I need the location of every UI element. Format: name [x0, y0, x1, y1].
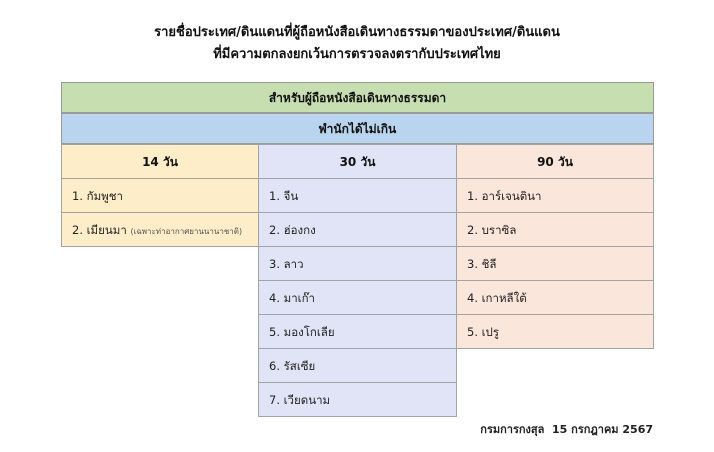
table-header-sub: พำนักได้ไม่เกิน [61, 113, 654, 144]
column-header-14-days: 14 วัน [61, 144, 259, 179]
list-item: 2. ฮ่องกง [258, 212, 457, 247]
list-item [61, 212, 259, 247]
table-header-main: สำหรับผู้ถือหนังสือเดินทางธรรมดา [61, 82, 654, 113]
column-30-days [258, 144, 457, 417]
list-item: 6. รัสเซีย [258, 348, 457, 383]
column-14-days [61, 144, 259, 247]
list-item: 4. มาเก๊า [258, 280, 457, 315]
page-title-line2: ที่มีความตกลงยกเว้นการตรวจลงตรากับประเทศไทย [213, 47, 501, 62]
list-item: 7. เวียดนาม [258, 382, 457, 417]
list-item [61, 178, 259, 213]
list-item: 2. บราซิล [456, 212, 654, 247]
list-item: 5. เปรู [456, 314, 654, 349]
list-item: 4. เกาหลีใต้ [456, 280, 654, 315]
footer-date: 15 กรกฎาคม 2567 [552, 423, 653, 436]
country-note: (เฉพาะท่าอากาศยานนานาชาติ) [130, 227, 243, 236]
list-item: 3. ลาว [258, 246, 457, 281]
column-90-days [456, 144, 654, 349]
footer-credit [480, 420, 653, 438]
country-name: 1. กัมพูชา [72, 189, 124, 203]
column-header-30-days: 30 วัน [258, 144, 457, 179]
list-item: 1. อาร์เจนตินา [456, 178, 654, 213]
list-item: 3. ชิลี [456, 246, 654, 281]
list-item: 5. มองโกเลีย [258, 314, 457, 349]
column-header-90-days: 90 วัน [456, 144, 654, 179]
country-name: 2. เมียนมา [72, 223, 127, 237]
footer-source: กรมการกงสุล [480, 423, 545, 436]
list-item: 1. จีน [258, 178, 457, 213]
page-title-line1: รายชื่อประเทศ/ดินแดนที่ผู้ถือหนังสือเดินทางธรรมดาของประเทศ/ดินแดน [154, 25, 560, 40]
